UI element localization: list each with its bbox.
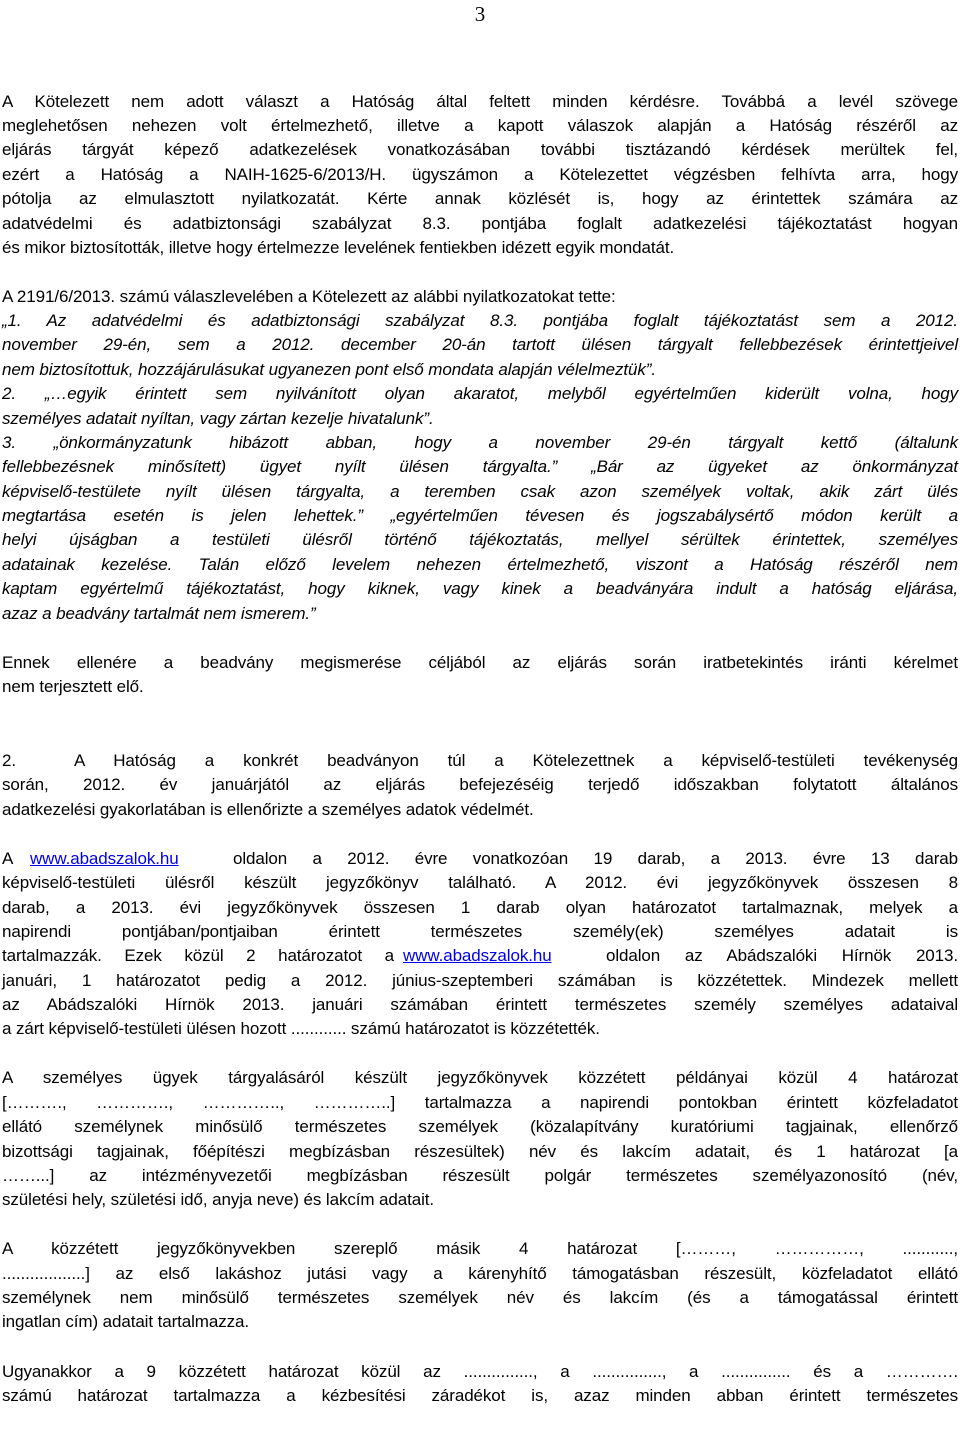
text-line: [………., …………., ………….., …………..] tartalmazza a napirendi pontokban érintett közfeladatot <box>2 1093 958 1112</box>
text-line: ..................] az első lakáshoz jutási vagy a kárenyhítő támogatásban részesült, közfeladatot ellátó <box>2 1264 958 1283</box>
text-line: ……...] az intézményvezetői megbízásban részesült polgár természetes személyazonosító (név, <box>2 1166 958 1185</box>
text-line: eljárás tárgyát képező adatkezelések vonatkozásában további tisztázandó kérdések merültek fel, <box>2 140 958 159</box>
text-line: ezért a Hatóság a NAIH-1625-6/2013/H. ügyszámon a Kötelezettet végzésben felhívta arra, hogy <box>2 165 958 184</box>
text-line: számú határozat tartalmazza a kézbesítési záradékot is, azaz minden abban érintett természetes <box>2 1386 958 1405</box>
text-line: tartalmazzák. Ezek közül 2 határozatot a <box>2 946 394 965</box>
text-line: adatkezelési gyakorlatában is ellenőrizte a személyes adatok védelmét. <box>2 800 534 819</box>
text-line: és mikor biztosították, illetve hogy értelmezze levelének fentiekben idézett egyik mondatát. <box>2 238 675 257</box>
text-line: A 2191/6/2013. számú válaszlevelében a Kötelezett az alábbi nyilatkozatokat tette: <box>2 287 616 306</box>
quote-line: adatainak kezelése. Talán előző levelem nehezen értelmezhető, viszont a Hatóság részéről nem <box>2 555 958 574</box>
text-line: képviselő-testületi ülésről készült jegyzőkönyv található. A 2012. évi jegyzőkönyvek összesen 8 <box>2 873 958 892</box>
website-link[interactable]: www.abadszalok.hu <box>30 849 179 868</box>
quote-line: megtartása esetén is jelen lehettek.” „egyértelműen tévesen és jogszabálysértő módon került a <box>2 506 958 525</box>
text-line: pótolja az elmulasztott nyilatkozatát. Kérte annak közlését is, hogy az érintettek számára az <box>2 189 958 208</box>
text-line: A <box>2 849 14 868</box>
website-link[interactable]: www.abadszalok.hu <box>403 946 552 965</box>
text-line: A személyes ügyek tárgyalásáról készült jegyzőkönyvek közzétett példányai közül 4 határozat <box>2 1068 958 1087</box>
quote-line: személyes adatait nyíltan, vagy zártan kezelje hivatalunk”. <box>2 409 434 428</box>
text-line: darab, a 2013. évi jegyzőkönyvek összesen 1 darab olyan határozatot tartalmaznak, melyek a <box>2 898 958 917</box>
text-line: Ugyanakkor a 9 közzétett határozat közül az ..............., a ..............., a ............... és a …………. <box>2 1362 958 1381</box>
text-line: A Kötelezett nem adott választ a Hatóság által feltett minden kérdésre. Továbbá a levél szövege <box>2 92 958 111</box>
text-line: meglehetősen nehezen volt értelmezhető, illetve a kapott válaszok alapján a Hatóság részéről az <box>2 116 958 135</box>
quote-line: 3. „önkormányzatunk hibázott abban, hogy a november 29-én tárgyalt kettő (általunk <box>2 433 958 452</box>
text-line: során, 2012. év januárjától az eljárás befejezéséig terjedő időszakban folytatott általános <box>2 775 958 794</box>
text-line: születési hely, születési idő, anyja neve) és lakcím adatait. <box>2 1190 435 1209</box>
quote-line: november 29-én, sem a 2012. december 20-án tartott ülésen tárgyalt fellebbezések érintettjeivel <box>2 335 958 354</box>
text-line: napirendi pontjában/pontjaiban érintett természetes személy(ek) személyes adatait is <box>2 922 958 941</box>
text-line: az Abádszalóki Hírnök 2013. januári számában érintett természetes személy személyes adataival <box>2 995 958 1014</box>
quote-line: 2. „…egyik érintett sem nyilvánított olyan akaratot, melyből egyértelműen kiderült volna, hogy <box>2 384 958 403</box>
quote-line: képviselő-testülete nyílt ülésen tárgyalta, a teremben csak azon személyek voltak, akik zárt ülés <box>2 482 958 501</box>
text-line: Ennek ellenére a beadvány megismerése céljából az eljárás során iratbetekintés iránti kérelmet <box>2 653 958 672</box>
text-line: nem terjesztett elő. <box>2 677 144 696</box>
text-line: személynek nem minősülő természetes személyek név és lakcím (és a támogatással érintett <box>2 1288 958 1307</box>
quote-line: helyi újságban a testületi ülésről történő tájékoztatás, mellyel sérültek érintettek, személyes <box>2 530 958 549</box>
page-number: 3 <box>474 2 486 26</box>
text-line: ellátó személynek minősülő természetes személyek (közalapítvány kuratóriumi tagjainak, ellenőrző <box>2 1117 958 1136</box>
quote-line: kaptam egyértelmű tájékoztatást, hogy kiknek, vagy kinek a beadványára indult a hatóság eljárása, <box>2 579 958 598</box>
text-line: A Hatóság a konkrét beadványon túl a Kötelezettnek a képviselő-testületi tevékenység <box>74 751 958 770</box>
text-line: adatvédelmi és adatbiztonsági szabályzat 8.3. pontjába foglalt adatkezelési tájékoztatást hogyan <box>2 214 958 233</box>
text-line: a zárt képviselő-testületi ülésen hozott ............ számú határozatot is közzétették. <box>2 1019 600 1038</box>
section-number: 2. <box>2 751 16 770</box>
quote-line: fellebbezésnek minősített) ügyet nyílt ülésen tárgyalta.” „Bár az ügyeket az önkormányzat <box>2 457 958 476</box>
text-line: januári, 1 határozatot pedig a 2012. június-szeptemberi számában is közzétettek. Mindezek mellett <box>2 971 958 990</box>
quote-line: nem biztosítottuk, hozzájárulásukat ugyanezen pont első mondata alapján vélelmeztük”. <box>2 360 656 379</box>
quote-line: „1. Az adatvédelmi és adatbiztonsági szabályzat 8.3. pontjába foglalt tájékoztatást sem a 2012. <box>2 311 958 330</box>
text-line: ingatlan cím) adatait tartalmazza. <box>2 1312 249 1331</box>
text-line: bizottsági tagjainak, főépítészi megbízásban részesültek) név és lakcím adatait, és 1 határozat [a <box>2 1142 958 1161</box>
text-line: oldalon a 2012. évre vonatkozóan 19 darab, a 2013. évre 13 darab <box>233 849 958 868</box>
quote-line: azaz a beadvány tartalmát nem ismerem.” <box>2 604 316 623</box>
text-line: oldalon az Abádszalóki Hírnök 2013. <box>606 946 958 965</box>
text-line: A közzétett jegyzőkönyvekben szereplő másik 4 határozat [………, ……………, ..........., <box>2 1239 958 1258</box>
